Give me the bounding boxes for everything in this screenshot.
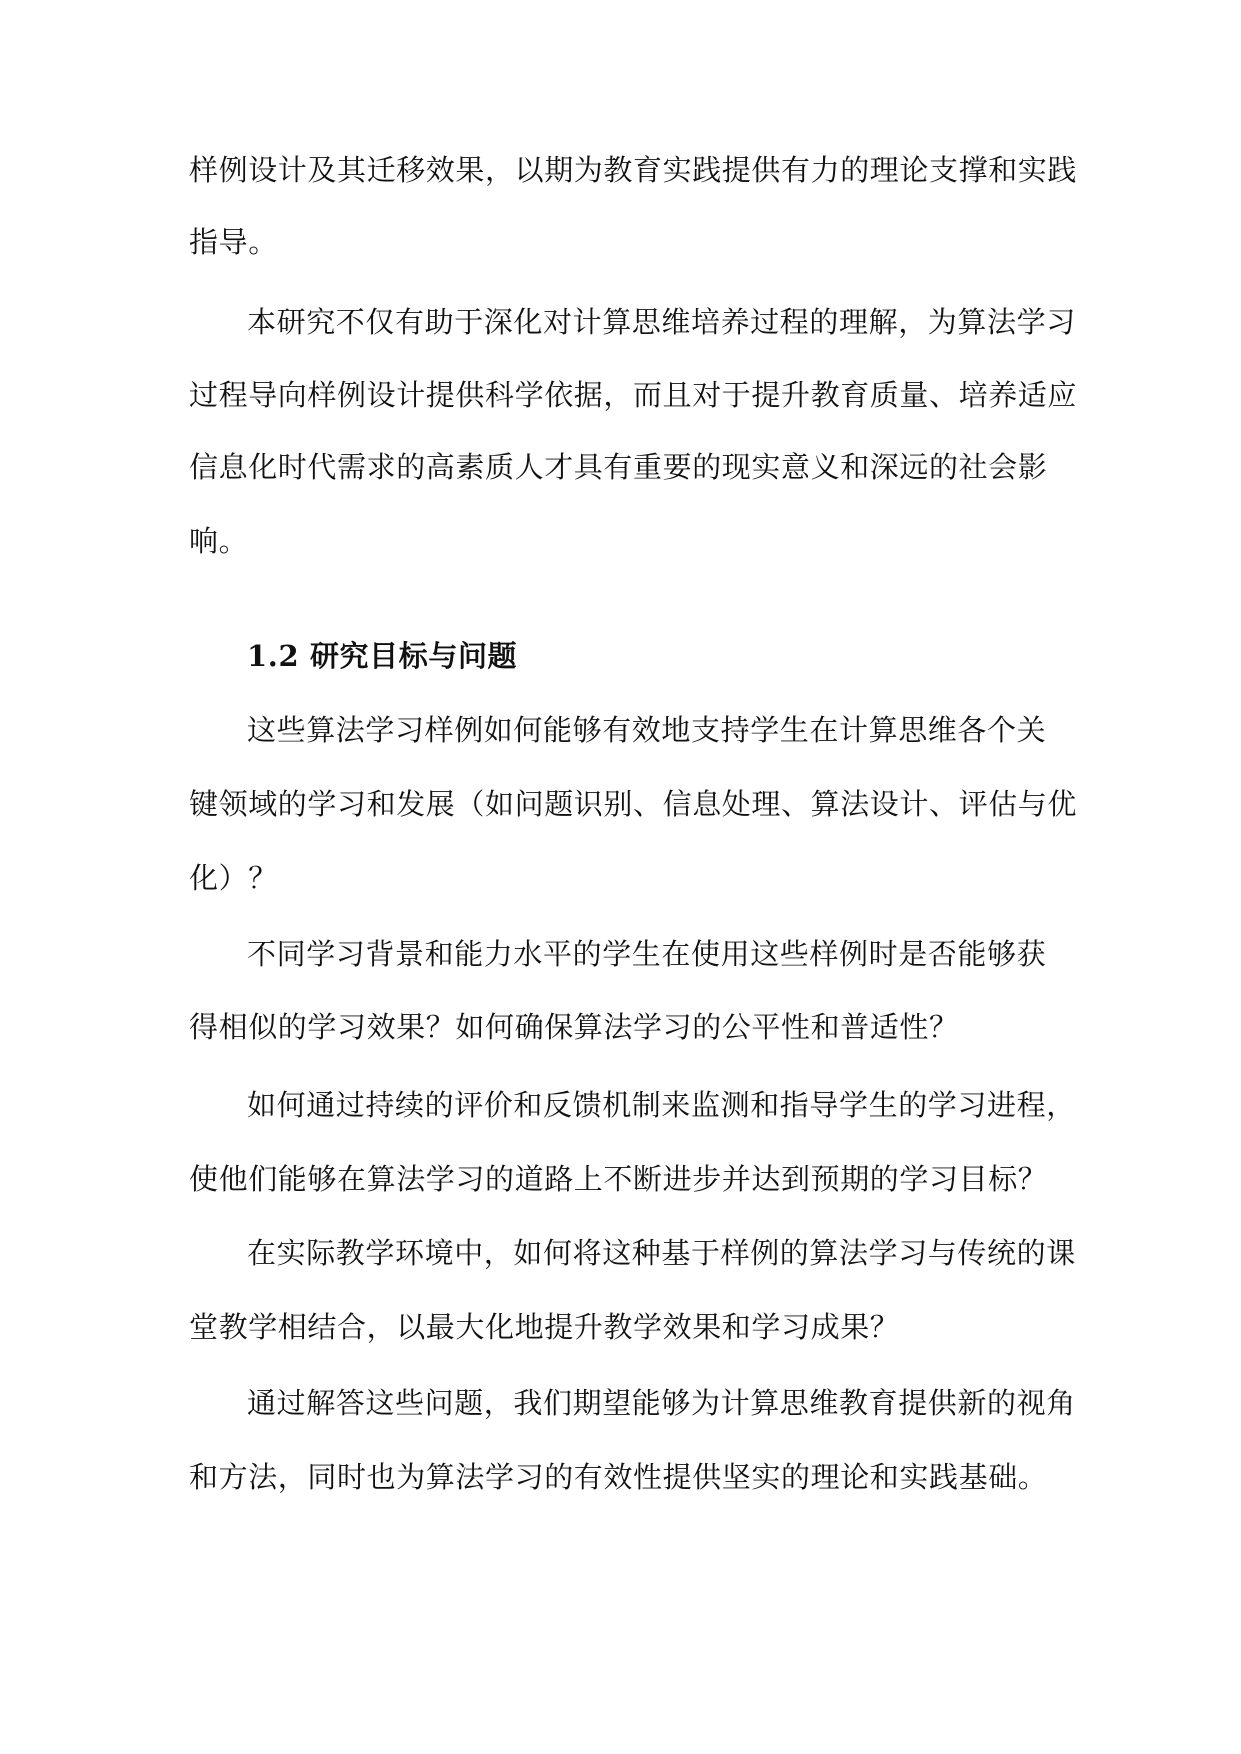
paragraph-line: 指导。: [189, 225, 278, 259]
paragraph-line: 通过解答这些问题，我们期望能够为计算思维教育提供新的视角: [247, 1386, 1076, 1420]
paragraph-line: 响。: [189, 524, 249, 558]
paragraph-line: 样例设计及其迁移效果，以期为教育实践提供有力的理论支撑和实践: [189, 153, 1078, 187]
paragraph-line: 得相似的学习效果？如何确保算法学习的公平性和普适性？: [189, 1010, 959, 1044]
paragraph-line: 信息化时代需求的高素质人才具有重要的现实意义和深远的社会影: [189, 450, 1048, 484]
paragraph-line: 这些算法学习样例如何能够有效地支持学生在计算思维各个关: [247, 713, 1047, 747]
paragraph-line: 和方法，同时也为算法学习的有效性提供坚实的理论和实践基础。: [189, 1460, 1048, 1494]
paragraph-line: 使他们能够在算法学习的道路上不断进步并达到预期的学习目标？: [189, 1162, 1048, 1196]
section-heading: 1.2 研究目标与问题: [247, 639, 518, 673]
paragraph-line: 如何通过持续的评价和反馈机制来监测和指导学生的学习进程，: [247, 1088, 1076, 1122]
paragraph-line: 不同学习背景和能力水平的学生在使用这些样例时是否能够获: [247, 937, 1047, 971]
paragraph-line: 堂教学相结合，以最大化地提升教学效果和学习成果？: [189, 1310, 900, 1344]
paragraph-line: 化）？: [189, 861, 278, 895]
paragraph-line: 本研究不仅有助于深化对计算思维培养过程的理解，为算法学习: [247, 305, 1076, 339]
paragraph-line: 键领域的学习和发展（如问题识别、信息处理、算法设计、评估与优: [189, 787, 1078, 821]
paragraph-line: 在实际教学环境中，如何将这种基于样例的算法学习与传统的课: [247, 1236, 1076, 1270]
paragraph-line: 过程导向样例设计提供科学依据，而且对于提升教育质量、培养适应: [189, 378, 1078, 412]
